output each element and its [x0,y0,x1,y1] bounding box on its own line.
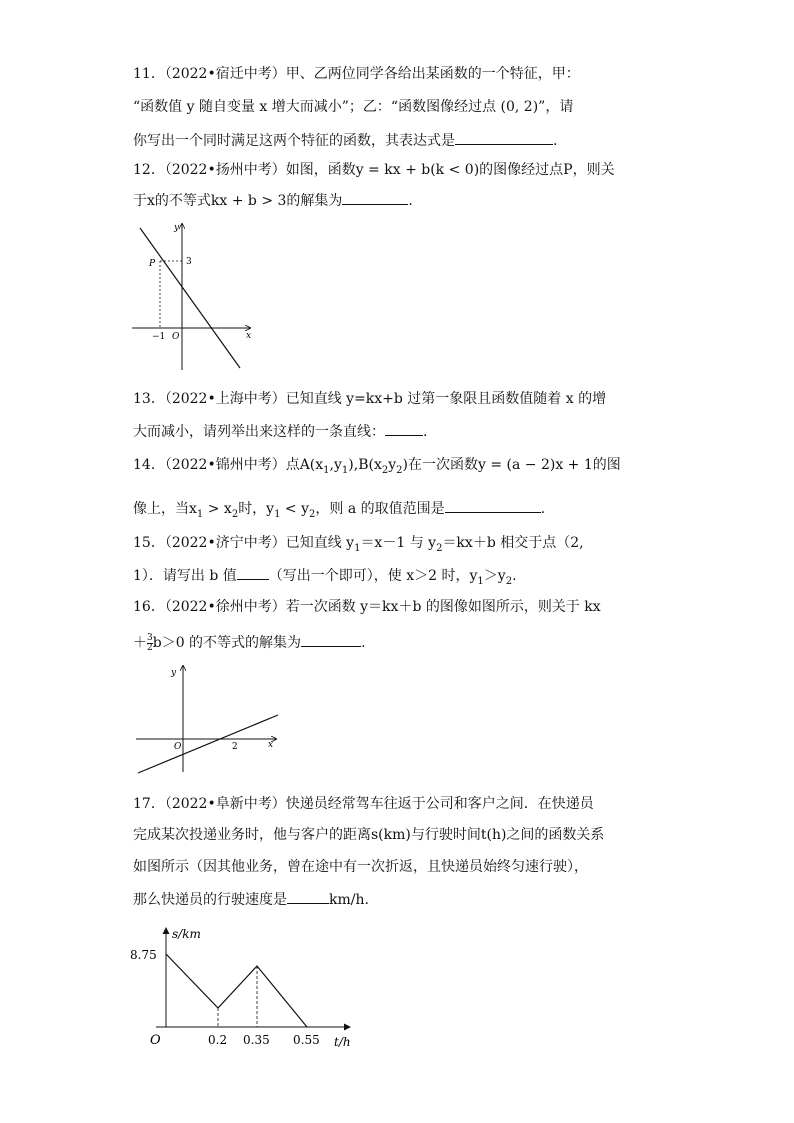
q14-sub-8: 2 [309,508,316,520]
q14-line-2 [133,498,545,525]
q15-sub-2: 2 [436,542,443,554]
q12-line-2 [133,190,413,211]
q17-distance-path [166,954,307,1027]
q17-line-2: 完成某次投递业务时，他与客户的距离s(km)与行驶时间t(h)之间的函数关系 [133,827,605,843]
q12-text: 于x的不等式kx + b > 3的解集为 [133,193,343,209]
q17-origin-label: O [150,1033,161,1048]
q14-text-g: > x [203,501,232,517]
q13-line-1: 13．（2022•上海中考）已知直线 y=kx+b 过第一象限且函数值随着 x 的增 [133,391,607,407]
q14-sub-4: 2 [396,464,403,476]
q17-unit: km/h. [329,892,369,908]
q13-answer-blank[interactable] [385,421,423,436]
q17-line-1: 17．（2022•阜新中考）快递员经常驾车往返于公司和客户之间．在快递员 [133,796,594,812]
q15-period: . [512,568,517,584]
q14-text-b: ,y [329,457,342,473]
q14-text-a: 14．（2022•锦州中考）点A(x [133,457,324,473]
q14-sub-5: 1 [196,508,204,520]
q16-line-1: 16．（2022•徐州中考）若一次函数 y＝kx＋b 的图像如图所示，则关于 kx [133,599,601,615]
q17-graph [128,920,368,1052]
q14-sub-1: 1 [323,464,330,476]
q14-answer-blank[interactable] [445,498,541,513]
q16-period: . [361,635,366,651]
q14-line-1 [133,455,621,481]
q17-tick-8-75: 8.75 [130,948,157,962]
q12-tick-neg1: −1 [152,332,166,342]
q16-graph [130,660,286,780]
q12-line-1: 12．（2022•扬州中考）如图，函数y = kx + b(k < 0)的图像经过点P，则关 [133,162,615,178]
q16-text-a: ＋ [133,635,147,651]
q17-tick-0-2: 0.2 [208,1033,228,1047]
q12-x-label: x [246,331,252,341]
q15-text-b: ＝x－1 与 y [360,535,437,551]
q11-period: . [553,133,558,149]
q16-fraction-numerator: 3 [147,632,153,643]
q12-function-line [140,228,240,368]
q15-text-a: 15．（2022•济宁中考）已知直线 y [133,535,355,551]
q14-text-e: )在一次函数y = (a − 2)x + 1的图 [402,457,621,473]
q17-answer-blank[interactable] [287,889,329,904]
q13-text: 大而减小，请列举出来这样的一条直线： [133,424,385,440]
q15-line-2 [133,565,517,592]
q16-fraction-denominator: 2 [147,642,153,653]
q16-origin-label: O [174,742,182,752]
q12-origin-label: O [172,332,180,342]
q16-tick-2: 2 [232,742,238,752]
q14-text-h: 时，y [238,501,275,517]
q13-line-2 [133,421,427,442]
q15-line-1 [133,533,584,559]
q14-text-f: 像上，当x [133,501,197,517]
q15-text-f: ＞y [483,568,506,584]
q15-text-e: （写出一个即可），使 x＞2 时，y [268,568,478,584]
q12-graph [128,218,258,376]
q17-tick-0-35: 0.35 [243,1033,270,1047]
q12-tick-3: 3 [186,257,192,267]
q15-sub-3: 1 [477,575,484,587]
q16-answer-blank[interactable] [301,632,361,647]
q16-text-b: b＞0 的不等式的解集为 [152,635,302,651]
q14-period: . [540,501,546,517]
q12-answer-blank[interactable] [342,190,408,205]
q15-answer-blank[interactable] [237,565,269,580]
q11-line-3 [133,130,557,151]
q14-text-c: ),B(x [348,457,382,473]
q11-line-2: “函数值 y 随自变量 x 增大而减小”；乙：“函数图像经过点 (0, 2)”，请 [133,99,574,115]
q17-x-label: t/h [334,1035,351,1049]
q16-y-label: y [171,668,177,678]
q13-period: . [423,424,428,440]
q14-sub-2: 1 [341,464,349,476]
q12-y-label: y [174,223,180,233]
q15-sub-1: 1 [354,542,361,554]
q12-point-p-label: P [149,259,156,269]
q12-period: . [408,193,413,209]
q14-sub-7: 1 [274,508,281,520]
q16-function-line [138,715,278,773]
q14-text-i: < y [280,501,310,517]
q17-text-a: 那么快递员的行驶速度是 [133,892,287,908]
q11-text: 你写出一个同时满足这两个特征的函数，其表达式是 [133,133,455,149]
q15-text-d: 1）．请写出 b 值 [133,568,237,584]
q17-y-label: s/km [172,927,201,941]
q17-tick-0-55: 0.55 [293,1033,320,1047]
q16-line-2 [133,632,366,653]
q14-text-j: ，则 a 的取值范围是 [315,501,445,517]
q17-line-3: 如图所示（因其他业务，曾在途中有一次折返，且快递员始终匀速行驶）， [133,859,588,875]
q15-sub-4: 2 [505,575,513,587]
q16-x-label: x [268,740,274,750]
q15-text-c: ＝kx＋b 相交于点（2, [442,535,584,551]
q14-sub-6: 2 [231,508,239,520]
q14-sub-3: 2 [381,464,389,476]
q11-answer-blank[interactable] [455,130,553,145]
q17-line-4 [133,889,369,910]
q14-text-d: y [388,457,397,473]
q11-line-1: 11．（2022•宿迁中考）甲、乙两位同学各给出某函数的一个特征，甲： [133,66,580,82]
